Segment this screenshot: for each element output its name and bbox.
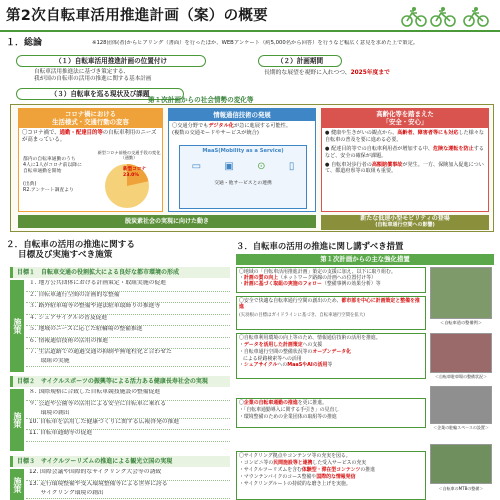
maas-diagram: MaaS(Mobility as a Service) ▭ ▣ ⊙ ▯ 交通・他サービスとの連携	[179, 145, 307, 209]
measure-label-1: 施策	[10, 280, 24, 372]
corona-left-note: 都内の自転車通勤のうち 4人に1人がコロナ前以降に 自転車通勤を開始 (出典) R2.アンケート調査より	[23, 157, 82, 193]
corona-title-1: コロナ禍における	[64, 110, 117, 118]
title-divider	[0, 30, 500, 32]
aging-panel	[321, 108, 489, 212]
aging-bullets: ● 健康や生きがいの観点から、高齢者、障害者等にも対応した様々な自転車の普及を要に進める必要。 ● 配達目的等での自転車利用者が増加する中、危険な運転を防止するなど、安全の確保が課題。 ● 自転車対歩行者の高額賠償事故が発生。一方、保険加入促進について、都道府県等の取組も重要。	[325, 130, 484, 175]
s3-space-box: 〇安全で快適な自転車通行空間の創出のため、都市部を中心に計画策定と整備を推進 (矢羽根の目標はガイドラインに基づき、自転車通行空間を拡大)	[236, 296, 426, 330]
bicycle-icon: ⊙	[257, 160, 266, 172]
period-title: （２）計画期間	[258, 55, 342, 67]
period-text: 長期的な展望を視野に入れつつ、2025年度まで	[264, 70, 390, 76]
caption-2: ＜自転車駐車場の整備状況＞	[435, 374, 487, 379]
s3-tourism-box: 〇サイクリング拠点やコンテンツ等の充実を図る。 ・コンビニ等の民間施設等と連携した受入サービスの充実 ・サイクルツーリズムを含む体験型・滞在型コンテンツの推進 ・マウンテンバイクのコース整備や国際的な情報発信 ・サイクリングルートの持続的な磨き上げを実施。	[236, 451, 426, 500]
corona-bullet: 〇コロナ禍で、通勤・配達目的等の自転車利用のニーズが高まっている。	[22, 130, 157, 143]
mtb-photo	[430, 444, 492, 484]
it-bullet: 〇交通分野でもデジタル化が急に進展する可能性。 (複数の交通モードやサービスが統合)	[172, 123, 292, 136]
bus-icon: ▣	[224, 160, 234, 172]
measure-label-3: 施策	[10, 469, 24, 500]
section3-heading: ３．自転車の活用の推進に関し講ずべき措置	[236, 241, 404, 251]
aging-title-1: 高齢化等を踏まえた	[376, 110, 434, 118]
caption-4: ＜自転車のMTBの整備＞	[438, 486, 484, 491]
decarbon-bar: 脱炭素社会の実現に向けた動き	[18, 215, 316, 228]
positioning-text: 自転車活用推進法に基づき策定する、 我が国の自転車の活用の推進に関する基本計画	[34, 69, 152, 82]
section2-heading: ２．自転車の活用の推進に関する 目標及び実施すべき施策	[6, 240, 135, 261]
current-issues-title: （３）自転車を巡る現状及び課題	[16, 88, 184, 100]
section1-heading: １．総論	[6, 38, 43, 48]
corona-panel	[18, 108, 163, 212]
it-panel	[168, 108, 316, 212]
caption-1: ＜自転車道の整備例＞	[440, 320, 482, 325]
measure-label-2: 施策	[10, 389, 24, 451]
goal-1: 目標１ 自転車交通の役割拡大による良好な都市環境の形成	[10, 267, 230, 278]
train-icon: ▭	[191, 160, 202, 172]
goal-3-items: 12. 国際会議や国際的なサイクリング大会等の誘致 13. 走行環境整備や受入環境整備等による世界に誇る サイクリング環境の創出	[26, 469, 230, 499]
section1-note: ※128団体(者)からヒアリング（書面）を行ったほか、WEBアンケート（約5,000名から回答）を行うなど幅広く意見を求めた上で策定。	[92, 40, 419, 46]
page-title: 第2次自転車活用推進計画（案）の概要	[6, 8, 268, 24]
corona-title-2: 生活様式・交通行動の変容	[52, 118, 129, 126]
section3-subheading: 第１次計画からの主な強化措置	[236, 254, 494, 265]
changes-title: 第１次計画からの社会情勢の変化等	[148, 96, 254, 104]
goal-2: 目標２ サイクルスポーツの振興等による活力ある健康長寿社会の実現	[10, 376, 230, 387]
caption-3: ＜企業の駐輪スペースの設置＞	[433, 425, 489, 430]
aging-title-2: 「安全・安心」	[382, 118, 428, 126]
positioning-title: （１）自転車活用推進計画の位置付け	[16, 55, 206, 67]
s3-plan-box: 〇地域の「自転車活用推進計画」策定の支援に加え、以下に取り組む。 ・計画の質の向上（ネットワーク路線の計画への位置付け等） ・計画に基づく取組の実施のフォロー（整備事例の効果分析）等	[236, 267, 426, 293]
company-bike-photo	[430, 386, 492, 424]
pie-title: 新型コロナ前後の交通手段の変化（通勤）	[97, 150, 161, 161]
it-title: 情報通信技術の発展	[169, 109, 315, 121]
goal-2-items: ８. 国際規格に合致した自転車競技施設の整備促進 ９. 公道や公園等の活用による安全に自転車に乗れる 環境の創出 10. 自転車を活用した健康づくりに関する広報啓発の推進 11. 自転車通勤等の促進	[26, 389, 230, 442]
pie-label: 新型コロナ 23.0%	[123, 167, 146, 178]
phone-icon: ▯	[288, 160, 295, 172]
bicycle-icons	[398, 6, 498, 28]
goal-3: 目標３ サイクルツーリズムの推進による観光立国の実現	[10, 456, 230, 467]
s3-it-box: 〇自転車利用環境の向上等のため、情報通信技術の活用を推進。 ・データを活用した計画策定への支援 ・自転車通行空間の整備状況等のオープンデータ化 による経路検索等への活用 ・シェアサイクルへのMaaSやAIの活用等	[236, 333, 426, 379]
goal-1-items: １. 地方公共団体における計画策定・取組実施の促進 ２. 自転車通行空間の計画的な整備 ３. 路外駐車場等の整備や違法駐車取締りの推進等 ４. シェアサイクルの普及促進 ５. 地域のニーズに応じた駐輪場の整備推進 ６. 情報通信技術の活用の推進 ７. 生活道路での通過交通の抑制や無電柱化と合わせた 取組の実施	[26, 280, 230, 367]
bike-lane-photo	[430, 267, 492, 319]
mobility-bar: 新たな低速小型モビリティの登場 (自転車通行空間への影響)	[321, 215, 489, 230]
parking-photo	[430, 333, 492, 373]
s3-commute-box: 〇企業の自転車通勤の推進を更に推進。 ・「自転車通勤導入に関する手引き」の見直し ・環境整備のための企業団体の取組等の推進	[236, 398, 426, 428]
